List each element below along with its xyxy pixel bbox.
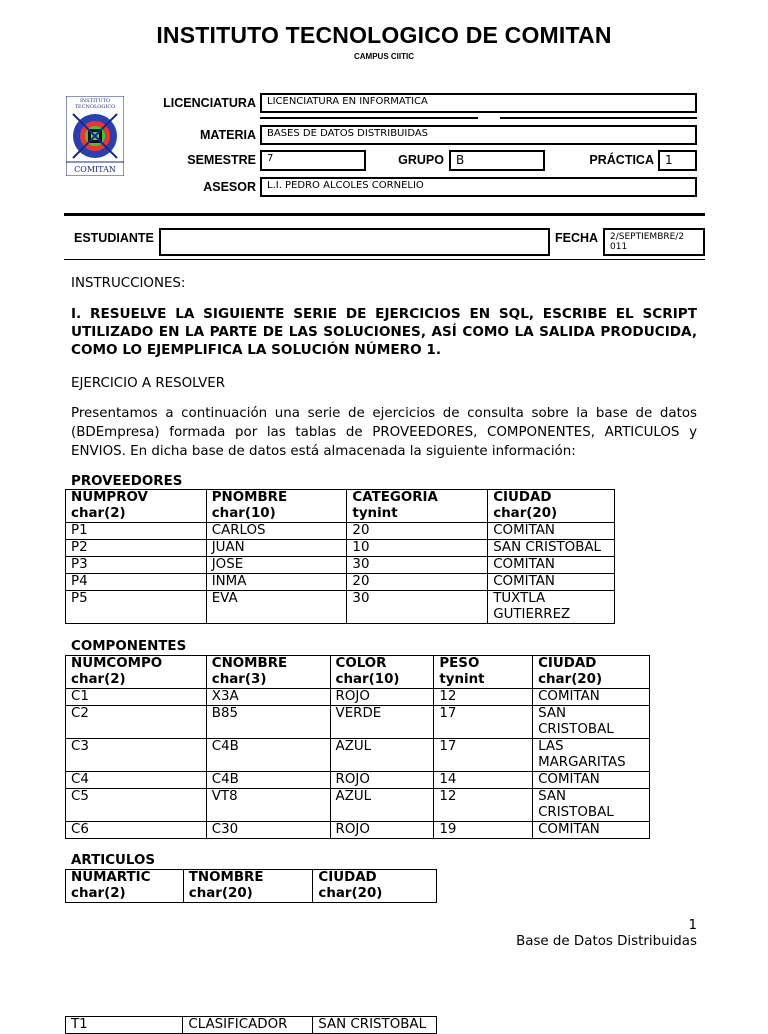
table-cell: CLASIFICADOR — [183, 1017, 313, 1034]
table-row — [66, 574, 615, 591]
table-cell: JUAN — [206, 540, 347, 557]
column-name: COLOR — [335, 656, 387, 671]
campus-subtitle: CAMPUS CIITIC — [354, 52, 414, 61]
fecha-line-1: 2/SEPTIEMBRE/2 — [610, 232, 685, 242]
table-cell: LAS MARGARITAS — [533, 739, 650, 772]
column-header — [434, 656, 533, 689]
table-row — [66, 822, 650, 839]
table-cell: 12 — [434, 689, 533, 706]
table-row — [66, 739, 650, 772]
svg-text:INSTITUTO: INSTITUTO — [79, 98, 111, 104]
column-type: tynint — [439, 672, 485, 687]
svg-text:COMITAN: COMITAN — [74, 165, 116, 174]
divider — [500, 117, 697, 119]
table-cell: 20 — [347, 523, 488, 540]
column-type: char(10) — [211, 506, 276, 521]
table-cell: 17 — [434, 706, 533, 739]
column-header — [183, 870, 313, 903]
table-row — [66, 689, 650, 706]
table-cell: P4 — [66, 574, 207, 591]
column-type: char(10) — [335, 672, 400, 687]
column-name: CNOMBRE — [211, 656, 288, 671]
articulos-title: ARTICULOS — [71, 853, 155, 868]
semestre-field[interactable]: 7 — [260, 150, 366, 171]
licenciatura-label: LICENCIATURA — [163, 96, 256, 110]
table-cell: ROJO — [330, 772, 434, 789]
column-header — [206, 656, 330, 689]
articulos-continued-table — [65, 1016, 437, 1034]
table-cell: C4B — [206, 772, 330, 789]
table-cell: INMA — [206, 574, 347, 591]
asesor-label: ASESOR — [203, 180, 256, 194]
table-row — [66, 540, 615, 557]
table-row — [66, 772, 650, 789]
table-cell: C1 — [66, 689, 207, 706]
column-name: PNOMBRE — [211, 490, 288, 505]
table-row — [66, 523, 615, 540]
componentes-title: COMPONENTES — [71, 639, 187, 654]
table-header-row — [66, 870, 437, 903]
column-name: CATEGORIA — [352, 490, 438, 505]
section-divider — [64, 259, 705, 260]
table-cell: P1 — [66, 523, 207, 540]
table-row — [66, 1017, 437, 1034]
table-cell: B85 — [206, 706, 330, 739]
column-header — [206, 490, 347, 523]
page-number: 1 — [688, 918, 697, 933]
svg-text:TECNOLOGICO: TECNOLOGICO — [74, 104, 116, 110]
table-cell: COMITAN — [488, 523, 615, 540]
table-cell: 30 — [347, 591, 488, 624]
componentes-table — [65, 655, 650, 839]
practica-label: PRÁCTICA — [589, 153, 654, 167]
table-cell: COMITAN — [533, 772, 650, 789]
column-header — [488, 490, 615, 523]
intro-paragraph: Presentamos a continuación una serie de ejercicios de consulta sobre la base de datos (BDEmpresa) formada por las tablas de PROVEEDORES, COMPONENTES, ARTICULOS y ENVIOS. En dicha base de datos está almacenada la siguiente información: — [71, 406, 697, 459]
articulos-table — [65, 869, 437, 903]
column-name: NUMCOMPO — [71, 656, 163, 671]
grupo-label: GRUPO — [398, 153, 444, 167]
column-type: tynint — [352, 506, 398, 521]
table-cell: VT8 — [206, 789, 330, 822]
column-header — [330, 656, 434, 689]
table-cell: ROJO — [330, 689, 434, 706]
table-cell: COMITAN — [488, 574, 615, 591]
table-cell: ROJO — [330, 822, 434, 839]
column-header — [66, 490, 207, 523]
materia-label: MATERIA — [199, 128, 256, 142]
table-cell: AZUL — [330, 739, 434, 772]
practica-field[interactable]: 1 — [658, 150, 697, 171]
semestre-label: SEMESTRE — [187, 153, 256, 167]
institute-logo — [66, 96, 124, 176]
table-cell: 12 — [434, 789, 533, 822]
column-name: PESO — [439, 656, 480, 671]
column-type: char(3) — [211, 672, 267, 687]
fecha-line-2: 011 — [610, 242, 628, 252]
table-cell: C6 — [66, 822, 207, 839]
table-cell: SAN CRISTOBAL — [313, 1017, 437, 1034]
exercise-heading: EJERCICIO A RESOLVER — [71, 376, 226, 391]
table-header-row — [66, 656, 650, 689]
column-type: char(2) — [71, 506, 126, 521]
column-name: CIUDAD — [493, 490, 552, 505]
grupo-field[interactable]: B — [449, 150, 545, 171]
table-cell: P3 — [66, 557, 207, 574]
table-cell: CARLOS — [206, 523, 347, 540]
table-row — [66, 591, 615, 624]
table-cell: SAN CRISTOBAL — [488, 540, 615, 557]
table-cell: JOSE — [206, 557, 347, 574]
table-cell: C5 — [66, 789, 207, 822]
estudiante-field[interactable] — [159, 228, 550, 256]
table-cell: VERDE — [330, 706, 434, 739]
table-cell: 19 — [434, 822, 533, 839]
column-type: char(2) — [71, 672, 126, 687]
licenciatura-field[interactable]: LICENCIATURA EN INFORMATICA — [260, 93, 697, 113]
divider — [260, 117, 478, 119]
table-cell: P5 — [66, 591, 207, 624]
table-cell: COMITAN — [533, 822, 650, 839]
column-header — [313, 870, 437, 903]
column-type: char(2) — [71, 886, 126, 901]
table-cell: X3A — [206, 689, 330, 706]
table-cell: COMITAN — [533, 689, 650, 706]
proveedores-table — [65, 489, 615, 624]
institute-title: INSTITUTO TECNOLOGICO DE COMITAN — [156, 22, 612, 48]
footer-course: Base de Datos Distribuidas — [516, 934, 697, 949]
column-header — [347, 490, 488, 523]
table-cell: SAN CRISTOBAL — [533, 789, 650, 822]
column-type: char(20) — [318, 886, 383, 901]
instructions-heading: INSTRUCCIONES: — [71, 276, 186, 291]
estudiante-label: ESTUDIANTE — [74, 231, 154, 245]
column-type: char(20) — [188, 886, 253, 901]
table-cell: 17 — [434, 739, 533, 772]
instructions-text: I. RESUELVE LA SIGUIENTE SERIE DE EJERCICIOS EN SQL, ESCRIBE EL SCRIPT UTILIZADO EN LA PARTE DE LAS SOLUCIONES, ASÍ COMO LA SALIDA PRODUCIDA, COMO LO EJEMPLIFICA LA SOLUCIÓN NÚMERO 1. — [71, 306, 697, 358]
column-name: CIUDAD — [318, 870, 377, 885]
table-cell: T1 — [66, 1017, 183, 1034]
column-name: NUMARTIC — [71, 870, 151, 885]
table-cell: C3 — [66, 739, 207, 772]
proveedores-title: PROVEEDORES — [71, 474, 183, 489]
column-header — [66, 656, 207, 689]
section-divider — [64, 213, 705, 216]
table-cell: C4B — [206, 739, 330, 772]
fecha-label: FECHA — [555, 231, 599, 245]
column-type: char(20) — [493, 506, 558, 521]
table-cell: C2 — [66, 706, 207, 739]
table-cell: 14 — [434, 772, 533, 789]
table-cell: AZUL — [330, 789, 434, 822]
table-cell: 30 — [347, 557, 488, 574]
table-cell: C30 — [206, 822, 330, 839]
table-header-row — [66, 490, 615, 523]
table-cell: P2 — [66, 540, 207, 557]
column-type: char(20) — [538, 672, 603, 687]
column-name: CIUDAD — [538, 656, 597, 671]
table-row — [66, 706, 650, 739]
table-cell: C4 — [66, 772, 207, 789]
table-cell: 10 — [347, 540, 488, 557]
table-cell: EVA — [206, 591, 347, 624]
asesor-field[interactable]: L.I. PEDRO ALCOLES CORNELIO — [260, 177, 697, 197]
table-cell: COMITAN — [488, 557, 615, 574]
column-header — [66, 870, 184, 903]
column-name: TNOMBRE — [188, 870, 264, 885]
materia-field[interactable]: BASES DE DATOS DISTRIBUIDAS — [260, 125, 697, 145]
table-cell: 20 — [347, 574, 488, 591]
table-row — [66, 557, 615, 574]
table-cell: SAN CRISTOBAL — [533, 706, 650, 739]
table-row — [66, 789, 650, 822]
column-header — [533, 656, 650, 689]
table-cell: TUXTLA GUTIERREZ — [488, 591, 615, 624]
fecha-field[interactable] — [603, 228, 705, 256]
column-name: NUMPROV — [71, 490, 148, 505]
